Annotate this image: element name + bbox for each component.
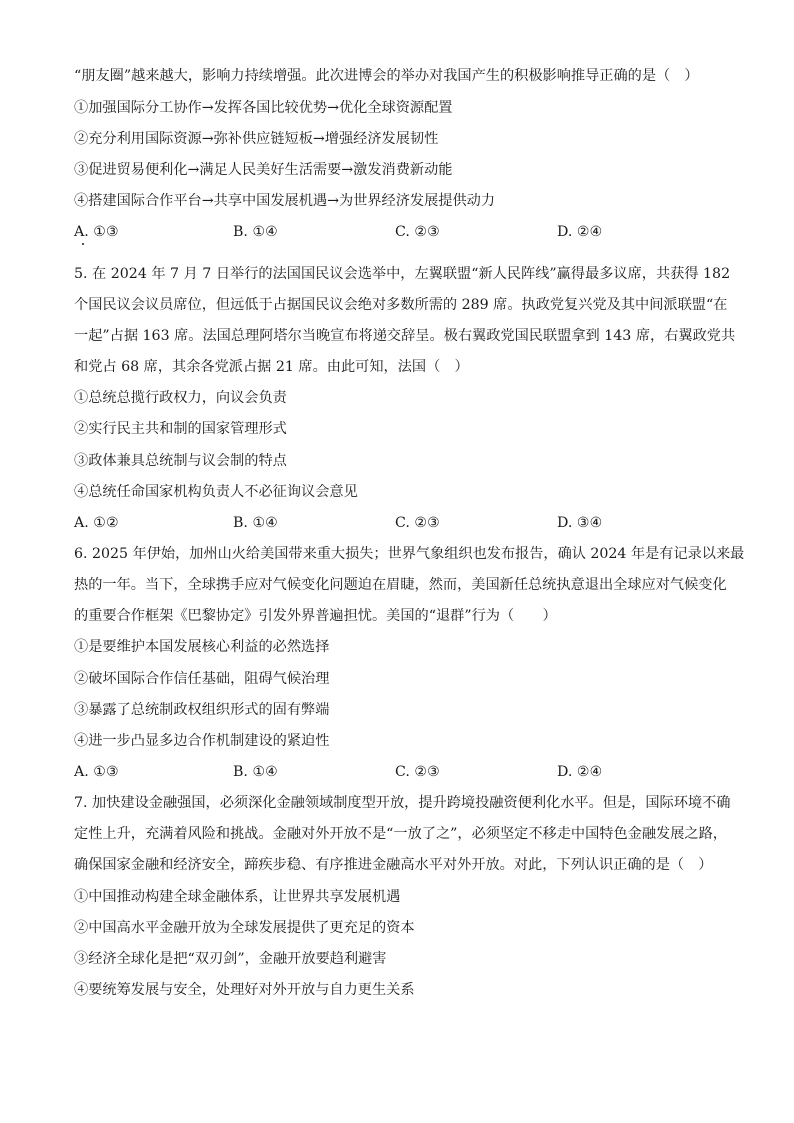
q5-options — [74, 513, 734, 533]
q4-options — [74, 222, 734, 242]
q7-stem-line-2: 定性上升，充满着风险和挑战。金融对外开放不是“一放了之”，必须坚定不移走中国特色金融发展之路， — [74, 826, 727, 842]
q4-stem-line: “朋友圈”越来越大，影响力持续增强。此次进博会的举办对我国产生的积极影响推导正确的是（ ） — [74, 68, 699, 84]
q6-option-d[interactable]: D. ②④ — [557, 764, 603, 780]
q5-item-1: ①总统总揽行政权力，向议会负责 — [74, 390, 287, 406]
q5-item-3: ③政体兼具总统制与议会制的特点 — [74, 453, 287, 469]
q4-item-4: ④搭建国际合作平台→共享中国发展机遇→为世界经济发展提供动力 — [74, 193, 496, 209]
q6-item-1: ①是要维护本国发展核心利益的必然选择 — [74, 639, 330, 655]
q6-item-4: ④进一步凸显多边合作机制建设的紧迫性 — [74, 733, 330, 749]
q7-stem-line-1: 7. 加快建设金融强国，必须深化金融领域制度型开放，提升跨境投融资便利化水平。但是，国际环境不确 — [74, 795, 731, 811]
q7-item-2: ②中国高水平金融开放为全球发展提供了更充足的资本 — [74, 920, 415, 936]
q5-option-c[interactable]: C. ②③ — [395, 515, 440, 531]
q5-stem-line-2: 个国民议会议员席位，但远低于占据国民议会绝对多数所需的 289 席。执政党复兴党及其中间派联盟“在 — [74, 297, 728, 313]
q5-stem-line-4: 和党占 68 席，其余各党派占据 21 席。由此可知，法国（ ） — [74, 359, 469, 375]
q6-stem-line-3: 的重要合作框架《巴黎协定》引发外界普遍担忧。美国的“退群”行为（ ） — [74, 608, 557, 624]
q6-stem-line-1: 6. 2025 年伊始，加州山火给美国带来重大损失；世界气象组织也发布报告，确认 2024 年是有记录以来最 — [74, 546, 745, 562]
q5-item-2: ②实行民主共和制的国家管理形式 — [74, 421, 287, 437]
q4-item-3: ③促进贸易便利化→满足人民美好生活需要→激发消费新动能 — [74, 162, 453, 178]
q5-option-b[interactable]: B. ①④ — [233, 515, 278, 531]
q6-option-b[interactable]: B. ①④ — [233, 764, 278, 780]
q7-item-4: ④要统筹发展与安全，处理好对外开放与自力更生关系 — [74, 982, 415, 998]
q7-stem-line-3: 确保国家金融和经济安全，蹄疾步稳、有序推进金融高水平对外开放。对此，下列认识正确的是（ ） — [74, 857, 713, 873]
q6-item-3: ③暴露了总统制政权组织形式的固有弊端 — [74, 702, 330, 718]
q5-stem-line-3: 一起”占据 163 席。法国总理阿塔尔当晚宣布将递交辞呈。极右翼政党国民联盟拿到 143 席，右翼政党共 — [74, 328, 736, 344]
q5-option-d[interactable]: D. ③④ — [557, 515, 603, 531]
q4-option-d[interactable]: D. ②④ — [557, 224, 603, 240]
q4-option-c[interactable]: C. ②③ — [395, 224, 440, 240]
q4-item-2: ②充分利用国际资源→弥补供应链短板→增强经济发展韧性 — [74, 131, 439, 147]
q5-item-4: ④总统任命国家机构负责人不必征询议会意见 — [74, 484, 358, 500]
q7-item-1: ①中国推动构建全球金融体系，让世界共享发展机遇 — [74, 889, 401, 905]
q6-option-c[interactable]: C. ②③ — [395, 764, 440, 780]
q6-option-a[interactable]: A. ①③ — [74, 764, 119, 780]
q7-item-3: ③经济全球化是把“双刃剑”，金融开放要趋利避害 — [74, 951, 387, 967]
q4-option-b[interactable]: B. ①④ — [233, 224, 278, 240]
q5-option-a[interactable]: A. ①② — [74, 515, 119, 531]
stray-dot-mark — [82, 243, 84, 245]
q4-item-1: ①加强国际分工协作→发挥各国比较优势→优化全球资源配置 — [74, 100, 453, 116]
q6-stem-line-2: 热的一年。当下，全球携手应对气候变化问题迫在眉睫，然而，美国新任总统执意退出全球应对气候变化 — [74, 577, 727, 593]
q4-option-a[interactable]: A. ①③ — [74, 224, 119, 240]
q5-stem-line-1: 5. 在 2024 年 7 月 7 日举行的法国国民议会选举中，左翼联盟“新人民阵线”赢得最多议席，共获得 182 — [74, 266, 731, 282]
q6-item-2: ②破坏国际合作信任基础，阻碍气候治理 — [74, 671, 330, 687]
q6-options — [74, 762, 734, 782]
